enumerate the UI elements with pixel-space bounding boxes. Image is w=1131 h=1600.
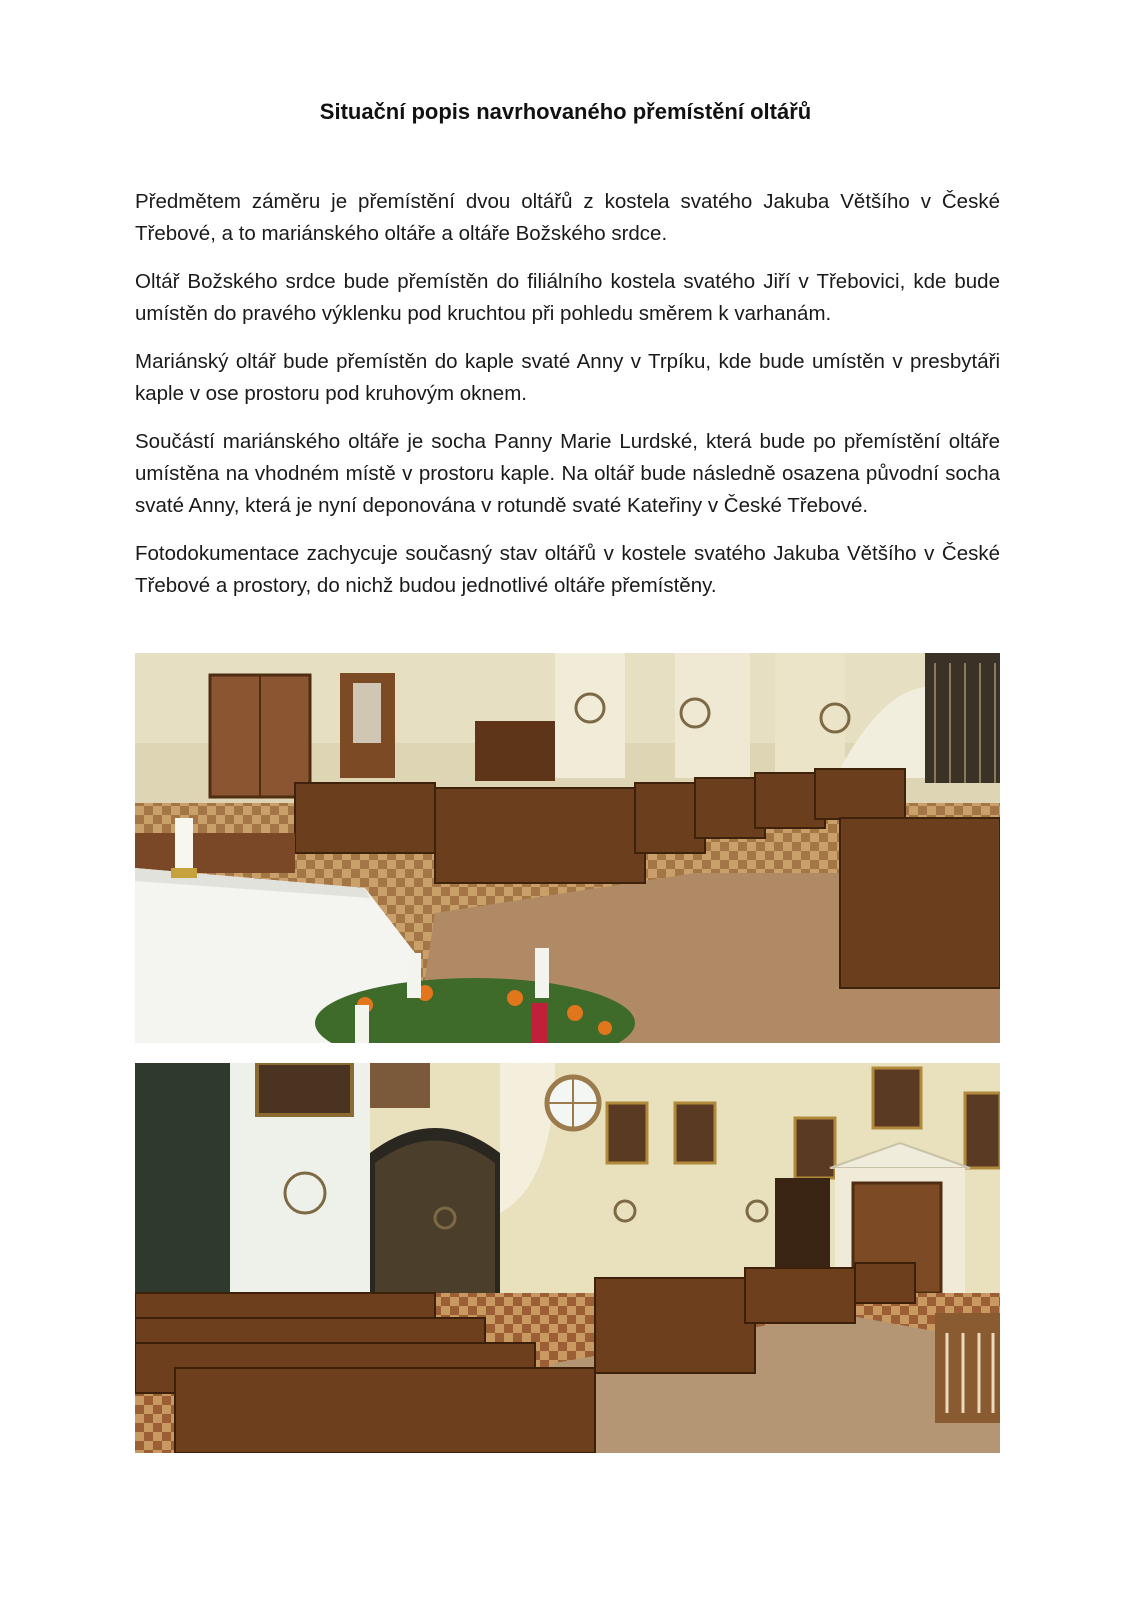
photo-church-interior-altar xyxy=(135,653,1000,1043)
paragraph-statues: Součástí mariánského oltáře je socha Panny Marie Lurdské, která bude po přemístění oltáře umístěna na vhodném místě v prostoru kaple. Na oltář bude následně osazena původní socha svaté Anny, která je nyní deponována v rotundě svaté Kateřiny v České Třebové. xyxy=(135,430,1000,517)
paragraph-photo-documentation: Fotodokumentace zachycuje současný stav oltářů v kostele svatého Jakuba Většího v České Třebové a prostory, do nichž budou jednotlivé oltáře přemístěny. xyxy=(135,542,1000,597)
paragraph-intro: Předmětem záměru je přemístění dvou oltářů z kostela svatého Jakuba Většího v České Třebové, a to mariánského oltáře a oltáře Božského srdce. xyxy=(135,190,1000,245)
paragraph-marian-altar: Mariánský oltář bude přemístěn do kaple svaté Anny v Trpíku, kde bude umístěn v presbytáři kaple v ose prostoru pod kruhovým oknem. xyxy=(135,350,1000,405)
photo-church-nave-pews xyxy=(135,1063,1000,1453)
page-title: Situační popis navrhovaného přemístění oltářů xyxy=(319,98,812,124)
body-text xyxy=(135,186,1000,618)
paragraph-sacred-heart-altar: Oltář Božského srdce bude přemístěn do filiálního kostela svatého Jiří v Třebovici, kde bude umístěn do pravého výklenku pod kruchtou při pohledu směrem k varhanám. xyxy=(135,270,1000,325)
